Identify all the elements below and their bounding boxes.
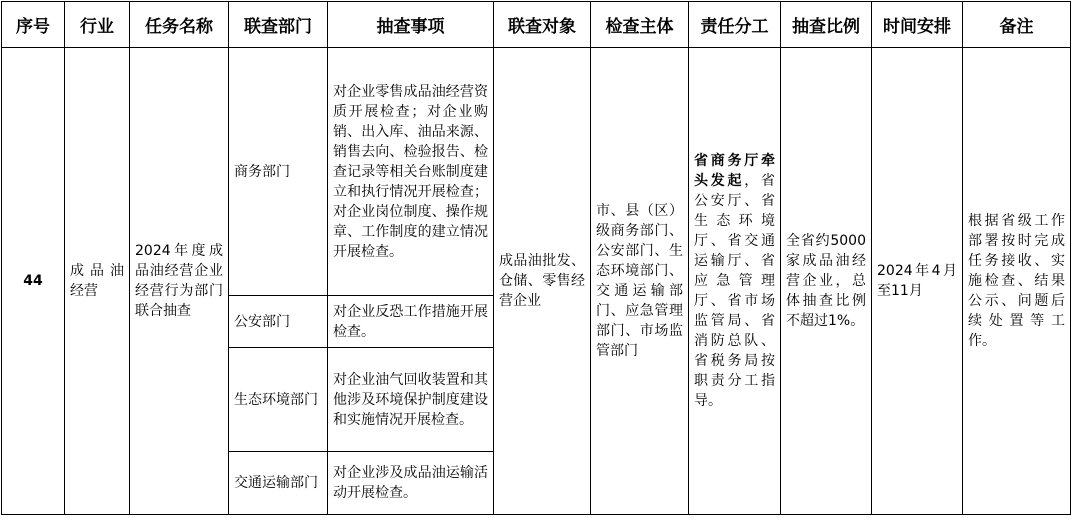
seq-cell: 44 — [2, 48, 65, 515]
schedule-cell: 2024年4月至11月 — [872, 48, 963, 515]
items-cell: 对企业零售成品油经营资质开展检查；对企业购销、出入库、油品来源、销售去向、检验报告、检查记录等相关台账制度建立和执行情况开展检查；对企业岗位制度、操作规章、工作制度的建立情况开展检查。 — [328, 48, 494, 296]
header-items: 抽查事项 — [328, 2, 494, 48]
industry-cell: 成品油经营 — [65, 48, 130, 515]
header-remarks: 备注 — [963, 2, 1071, 48]
header-task: 任务名称 — [130, 2, 229, 48]
remarks-cell: 根据省级工作部署按时完成任务接收、实施检查、结果公示、问题后续处置等工作。 — [963, 48, 1071, 515]
header-seq: 序号 — [2, 2, 65, 48]
header-target: 联查对象 — [494, 2, 591, 48]
items-cell: 对企业涉及成品油运输活动开展检查。 — [328, 452, 494, 515]
items-cell: 对企业反恐工作措施开展检查。 — [328, 296, 494, 348]
ratio-cell: 全省约5000家成品油经营企业，总体抽查比例不超过1%。 — [781, 48, 872, 515]
header-department: 联查部门 — [229, 2, 328, 48]
target-cell: 成品油批发、仓储、零售经营企业 — [494, 48, 591, 515]
header-industry: 行业 — [65, 2, 130, 48]
department-cell: 生态环境部门 — [229, 348, 328, 452]
task-table — [1, 1, 1071, 515]
responsibility-cell — [689, 48, 781, 515]
header-inspector: 检查主体 — [591, 2, 689, 48]
table-row — [2, 48, 1071, 296]
department-cell: 商务部门 — [229, 48, 328, 296]
header-responsibility: 责任分工 — [689, 2, 781, 48]
task-cell: 2024年度成品油经营企业经营行为部门联合抽查 — [130, 48, 229, 515]
department-cell: 公安部门 — [229, 296, 328, 348]
responsibility-rest: ，省公安厅、省生态环境厅、省交通运输厅、省应急管理厅、省市场监管局、省消防总队、省税务局按职责分工指导。 — [694, 173, 775, 409]
header-row — [2, 2, 1071, 48]
header-ratio: 抽查比例 — [781, 2, 872, 48]
department-cell: 交通运输部门 — [229, 452, 328, 515]
inspector-cell: 市、县（区）级商务部门、公安部门、生态环境部门、交通运输部门、应急管理部门、市场监管部门 — [591, 48, 689, 515]
items-cell: 对企业油气回收装置和其他涉及环境保护制度建设和实施情况开展检查。 — [328, 348, 494, 452]
header-schedule: 时间安排 — [872, 2, 963, 48]
responsibility-lead: 省商务厅牵头发起 — [694, 153, 775, 189]
